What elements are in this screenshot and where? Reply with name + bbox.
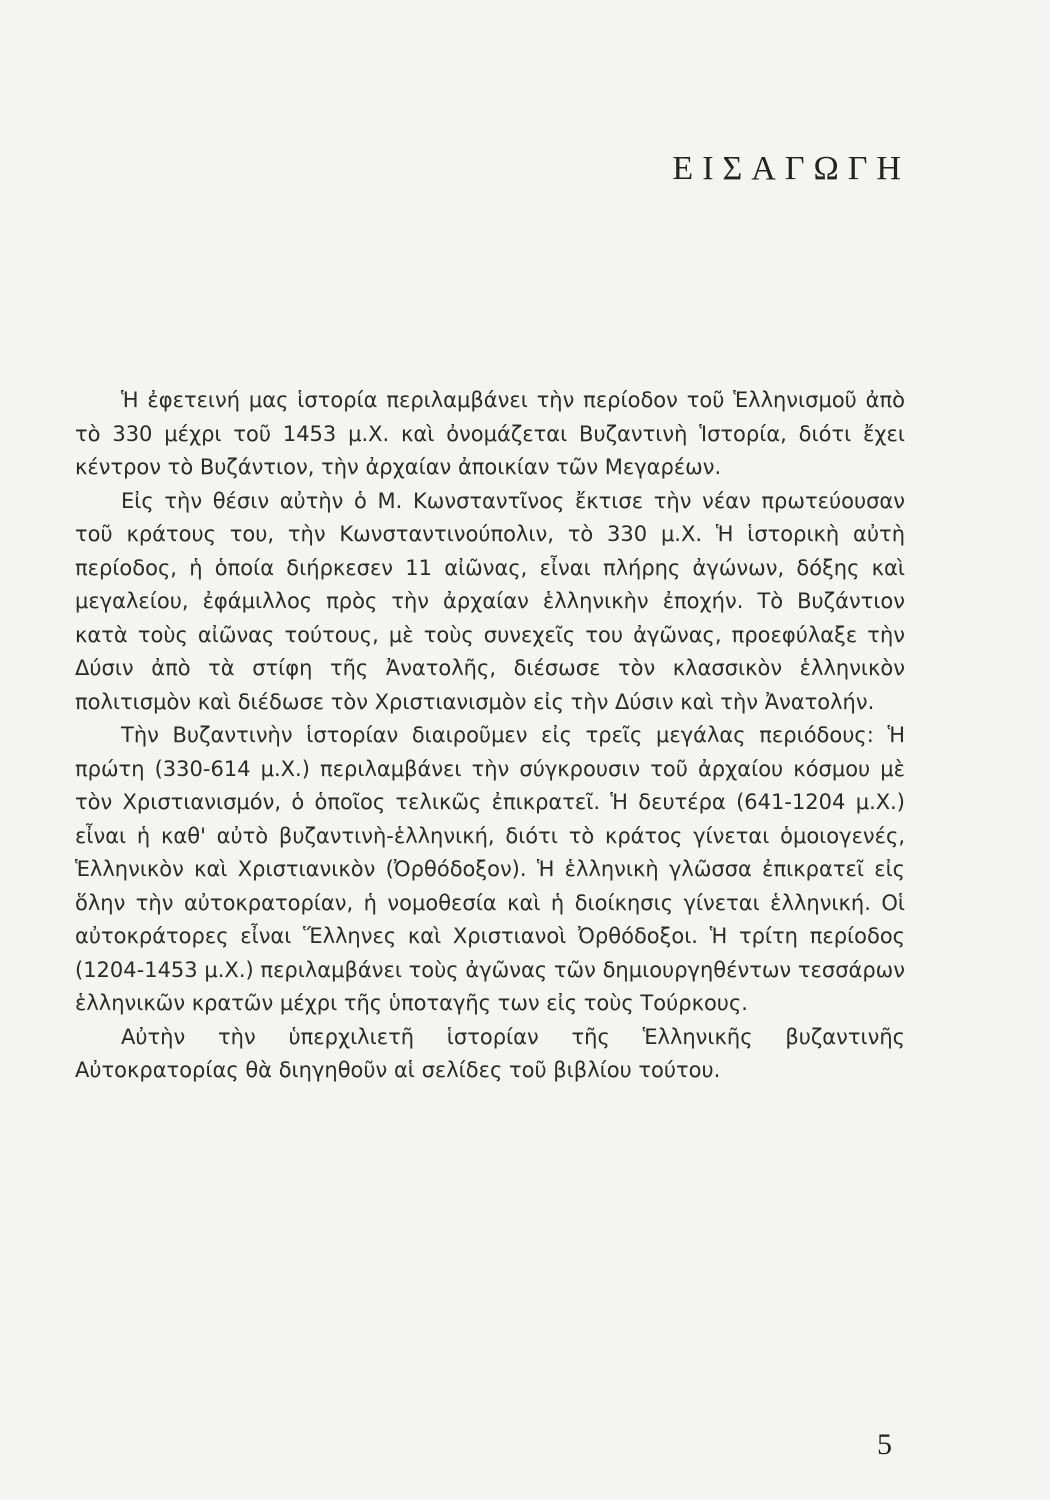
paragraph-3: Τὴν Βυζαντινὴν ἱστορίαν διαιροῦμεν εἰς τρεῖς μεγάλας περιόδους: Ἡ πρώτη (330-614 μ.Χ.) περιλαμβάνει τὴν σύγκρουσιν τοῦ ἀρχαίου κόσμου μὲ τὸν Χριστιανισμόν, ὁ ὁποῖος τελικῶς ἐπικρατεῖ. Ἡ δευτέρα (641-1204 μ.Χ.) εἶναι ἡ καθ' αὐτὸ βυζαντινὴ-ἑλληνική, διότι τὸ κράτος γίνεται ὁμοιογενές, Ἑλληνικὸν καὶ Χριστιανικὸν (Ὀρθόδοξον). Ἡ ἑλληνικὴ γλῶσσα ἐπικρατεῖ εἰς ὅλην τὴν αὐτοκρατορίαν, ἡ νομοθεσία καὶ ἡ διοίκησις γίνεται ἑλληνική. Οἱ αὐτοκράτορες εἶναι Ἕλληνες καὶ Χριστιανοὶ Ὀρθόδοξοι. Ἡ τρίτη περίοδος (1204-1453 μ.Χ.) περιλαμβάνει τοὺς ἀγῶνας τῶν δημιουργηθέντων τεσσάρων ἑλληνικῶν κρατῶν μέχρι τῆς ὑποταγῆς των εἰς τοὺς Τούρκους. bbox=[75, 723, 905, 1015]
paragraph-4: Αὐτὴν τὴν ὑπερχιλιετῆ ἱστορίαν τῆς Ἑλληνικῆς βυζαντινῆς Αὐτοκρατορίας θὰ διηγηθοῦν αἱ σελίδες τοῦ βιβλίου τούτου. bbox=[75, 1024, 905, 1082]
paragraph-1: Ἡ ἐφετεινή μας ἱστορία περιλαμβάνει τὴν περίοδον τοῦ Ἑλληνισμοῦ ἀπὸ τὸ 330 μέχρι τοῦ 1453 μ.Χ. καὶ ὀνομάζεται Βυζαντινὴ Ἱστορία, διότι ἔχει κέντρον τὸ Βυζάντιον, τὴν ἀρχαίαν ἀποικίαν τῶν Μεγαρέων. bbox=[75, 388, 905, 479]
chapter-heading: ΕΙΣΑΓΩΓΗ bbox=[672, 150, 910, 187]
body-text bbox=[75, 384, 905, 1088]
paragraph-2: Εἰς τὴν θέσιν αὐτὴν ὁ Μ. Κωνσταντῖνος ἔκτισε τὴν νέαν πρωτεύουσαν τοῦ κράτους του, τὴν Κωνσταντινούπολιν, τὸ 330 μ.Χ. Ἡ ἱστορικὴ αὐτὴ περίοδος, ἡ ὁποία διήρκεσεν 11 αἰῶνας, εἶναι πλήρης ἀγώνων, δόξης καὶ μεγαλείου, ἐφάμιλλος πρὸς τὴν ἀρχαίαν ἑλληνικὴν ἐποχήν. Τὸ Βυζάντιον κατὰ τοὺς αἰῶνας τούτους, μὲ τοὺς συνεχεῖς του ἀγῶνας, προεφύλαξε τὴν Δύσιν ἀπὸ τὰ στίφη τῆς Ἀνατολῆς, διέσωσε τὸν κλασσικὸν ἑλληνικὸν πολιτισμὸν καὶ διέδωσε τὸν Χριστιανισμὸν εἰς τὴν Δύσιν καὶ τὴν Ἀνατολήν. bbox=[75, 488, 905, 714]
page-number: 5 bbox=[877, 1428, 892, 1461]
